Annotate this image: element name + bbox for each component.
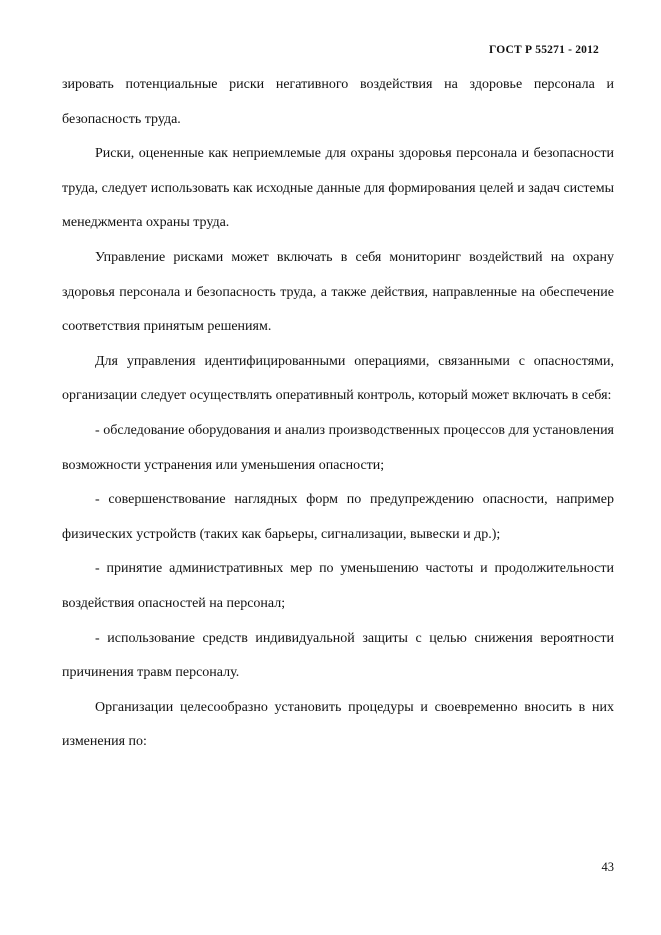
paragraph-procedures: Организации целесообразно установить процедуры и своевременно вносить в них изменения по:	[62, 699, 614, 750]
list-item-administrative-measures: - принятие административных мер по уменьшению частоты и продолжительности воздействия опасностей на персонал;	[62, 561, 614, 611]
paragraph-3: Управление рисками может включать в себя мониторинг воздействий на охрану здоровья персонала и безопасность труда, а также действия, направленные на обеспечение соответствия принятым решениям.	[62, 249, 614, 335]
paragraph-1: зировать потенциальные риски негативного воздействия на здоровье персонала и безопасность труда.	[62, 77, 614, 127]
page-number: 43	[601, 860, 614, 874]
list-item-equipment-inspection: - обследование оборудования и анализ производственных процессов для установления возможности устранения или уменьшения опасности;	[62, 422, 614, 473]
list-item-protective-equipment: - использование средств индивидуальной защиты с целью снижения вероятности причинения травм персоналу.	[62, 630, 614, 681]
body-text	[62, 68, 614, 760]
paragraph-2: Риски, оцененные как неприемлемые для охраны здоровья персонала и безопасности труда, следует использовать как исходные данные для формирования целей и задач системы менеджмента охраны труда.	[62, 146, 614, 231]
list-item-visual-warnings: - совершенствование наглядных форм по предупреждению опасности, например физических устройств (таких как барьеры, сигнализации, вывески и др.);	[62, 492, 614, 542]
paragraph-4: Для управления идентифицированными операциями, связанными с опасностями, организации следует осуществлять оперативный контроль, который может включать в себя:	[62, 353, 614, 404]
standard-header: ГОСТ Р 55271 - 2012	[489, 44, 599, 56]
